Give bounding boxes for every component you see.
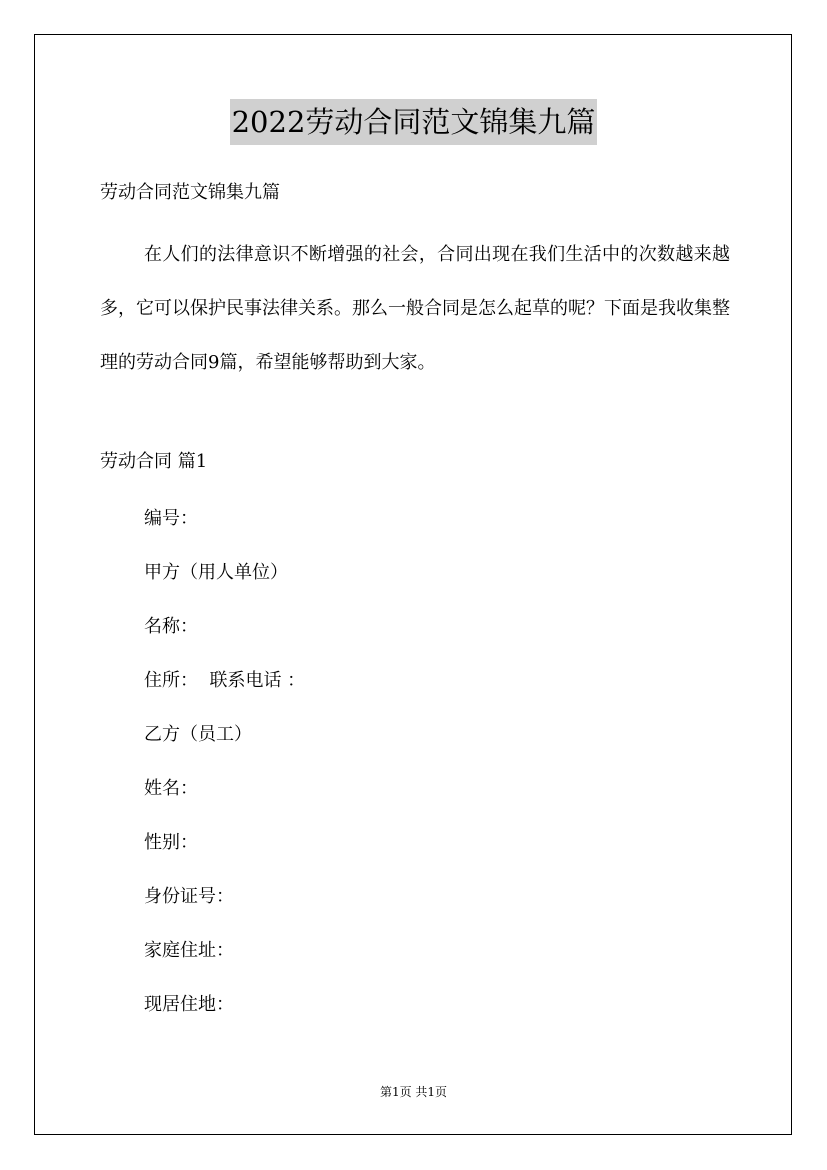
section-heading: 劳动合同 篇1 (100, 451, 208, 472)
field-party-b: 乙方（员工） (144, 724, 252, 745)
field-id-number: 身份证号： (144, 886, 234, 907)
field-home-address: 家庭住址： (144, 940, 234, 961)
document-title-text: 2022劳动合同范文锦集九篇 (230, 99, 598, 145)
field-party-b-name: 姓名： (144, 778, 198, 799)
contract-field-list (144, 504, 305, 1044)
field-gender: 性别： (144, 832, 198, 853)
field-current-address: 现居住地： (144, 994, 234, 1015)
field-contract-number: 编号： (144, 508, 198, 529)
document-subtitle: 劳动合同范文锦集九篇 (100, 182, 280, 203)
field-party-a-address-phone: 住所： 联系电话 ： (144, 670, 306, 691)
page-footer: 第1页 共1页 (379, 1085, 448, 1099)
intro-paragraph: 在人们的法律意识不断增强的社会，合同出现在我们生活中的次数越来越多，它可以保护民事法律关系。那么一般合同是怎么起草的呢？下面是我收集整理的劳动合同9篇，希望能够帮助到大家。 (100, 244, 730, 373)
field-party-a-name: 名称： (144, 616, 198, 637)
field-party-a: 甲方（用人单位） (144, 562, 288, 583)
document-title (0, 98, 827, 145)
